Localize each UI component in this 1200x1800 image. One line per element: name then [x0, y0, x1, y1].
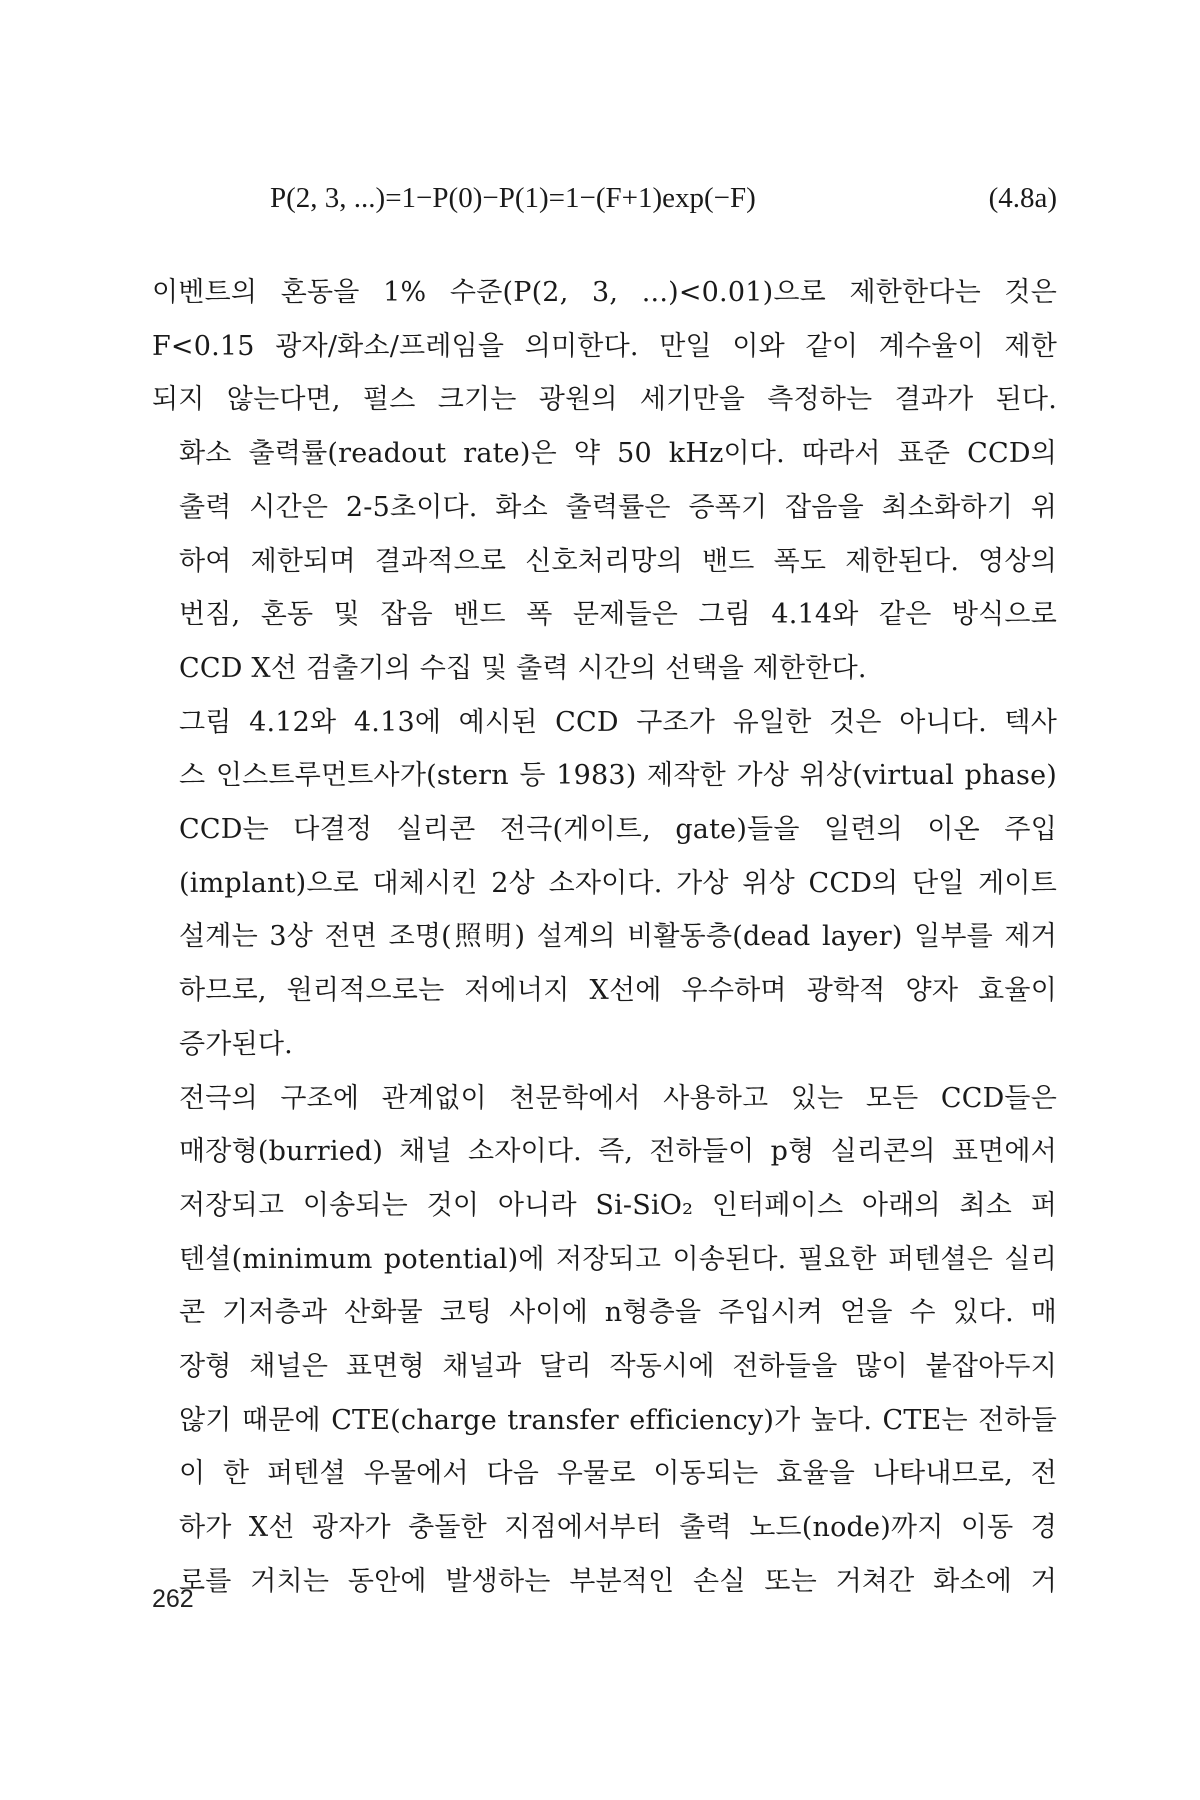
paragraph-2: [152, 427, 1057, 696]
text-line: CCD는 다결정 실리콘 전극(게이트, gate)들을 일련의 이온 주입: [179, 814, 1057, 846]
text-line: 출력 시간은 2-5초이다. 화소 출력률은 증폭기 잡음을 최소화하기 위: [179, 491, 1057, 523]
text-line: (implant)으로 대체시킨 2상 소자이다. 가상 위상 CCD의 단일 게이트: [179, 867, 1057, 899]
paragraph-4: [152, 1072, 1057, 1609]
text-line: 텐셜(minimum potential)에 저장되고 이송된다. 필요한 퍼텐셜은 실리: [179, 1243, 1057, 1275]
equation-number: (4.8a): [988, 182, 1057, 214]
body-text: [152, 266, 1057, 1609]
text-line: 증가된다.: [179, 1028, 293, 1060]
page-content: [152, 150, 1057, 1609]
text-line: 설계는 3상 전면 조명(照明) 설계의 비활동층(dead layer) 일부를 제거: [179, 921, 1057, 953]
paragraph-3: [152, 696, 1057, 1072]
text-line: 하여 제한되며 결과적으로 신호처리망의 밴드 폭도 제한된다. 영상의: [179, 545, 1057, 577]
text-line: 하므로, 원리적으로는 저에너지 X선에 우수하며 광학적 양자 효율이: [179, 975, 1057, 1007]
equation-formula: P(2, 3, ...)=1−P(0)−P(1)=1−(F+1)exp(−F): [270, 182, 756, 214]
text-line: 그림 4.12와 4.13에 예시된 CCD 구조가 유일한 것은 아니다. 텍사: [179, 706, 1057, 738]
text-line: 스 인스트루먼트사가(stern 등 1983) 제작한 가상 위상(virtual phase): [179, 760, 1057, 792]
equation-block: [152, 168, 1057, 238]
paragraph-1: [152, 266, 1057, 427]
text-line: 되지 않는다면, 펄스 크기는 광원의 세기만을 측정하는 결과가 된다.: [152, 384, 1057, 416]
text-line: 저장되고 이송되는 것이 아니라 Si-SiO₂ 인터페이스 아래의 최소 퍼: [179, 1189, 1057, 1221]
text-line: 전극의 구조에 관계없이 천문학에서 사용하고 있는 모든 CCD들은: [179, 1082, 1057, 1114]
page-number: 262: [152, 1585, 194, 1613]
text-line: 매장형(burried) 채널 소자이다. 즉, 전하들이 p형 실리콘의 표면에서: [179, 1136, 1057, 1168]
text-line: CCD X선 검출기의 수집 및 출력 시간의 선택을 제한한다.: [179, 652, 867, 684]
text-line: 하가 X선 광자가 충돌한 지점에서부터 출력 노드(node)까지 이동 경: [179, 1512, 1057, 1544]
text-line: 장형 채널은 표면형 채널과 달리 작동시에 전하들을 많이 붙잡아두지: [179, 1351, 1057, 1383]
text-line: 콘 기저층과 산화물 코팅 사이에 n형층을 주입시켜 얻을 수 있다. 매: [179, 1297, 1057, 1329]
text-line: 번짐, 혼동 및 잡음 밴드 폭 문제들은 그림 4.14와 같은 방식으로: [179, 599, 1057, 631]
text-line: 이 한 퍼텐셜 우물에서 다음 우물로 이동되는 효율을 나타내므로, 전: [179, 1458, 1057, 1490]
text-line: 로를 거치는 동안에 발생하는 부분적인 손실 또는 거쳐간 화소에 거: [179, 1565, 1057, 1597]
text-line: 않기 때문에 CTE(charge transfer efficiency)가 높다. CTE는 전하들: [179, 1404, 1057, 1436]
text-line: F<0.15 광자/화소/프레임을 의미한다. 만일 이와 같이 계수율이 제한: [152, 330, 1057, 362]
text-line: 화소 출력률(readout rate)은 약 50 kHz이다. 따라서 표준 CCD의: [179, 438, 1057, 470]
text-line: 이벤트의 혼동을 1% 수준(P(2, 3, ...)<0.01)으로 제한한다는 것은: [152, 277, 1057, 308]
